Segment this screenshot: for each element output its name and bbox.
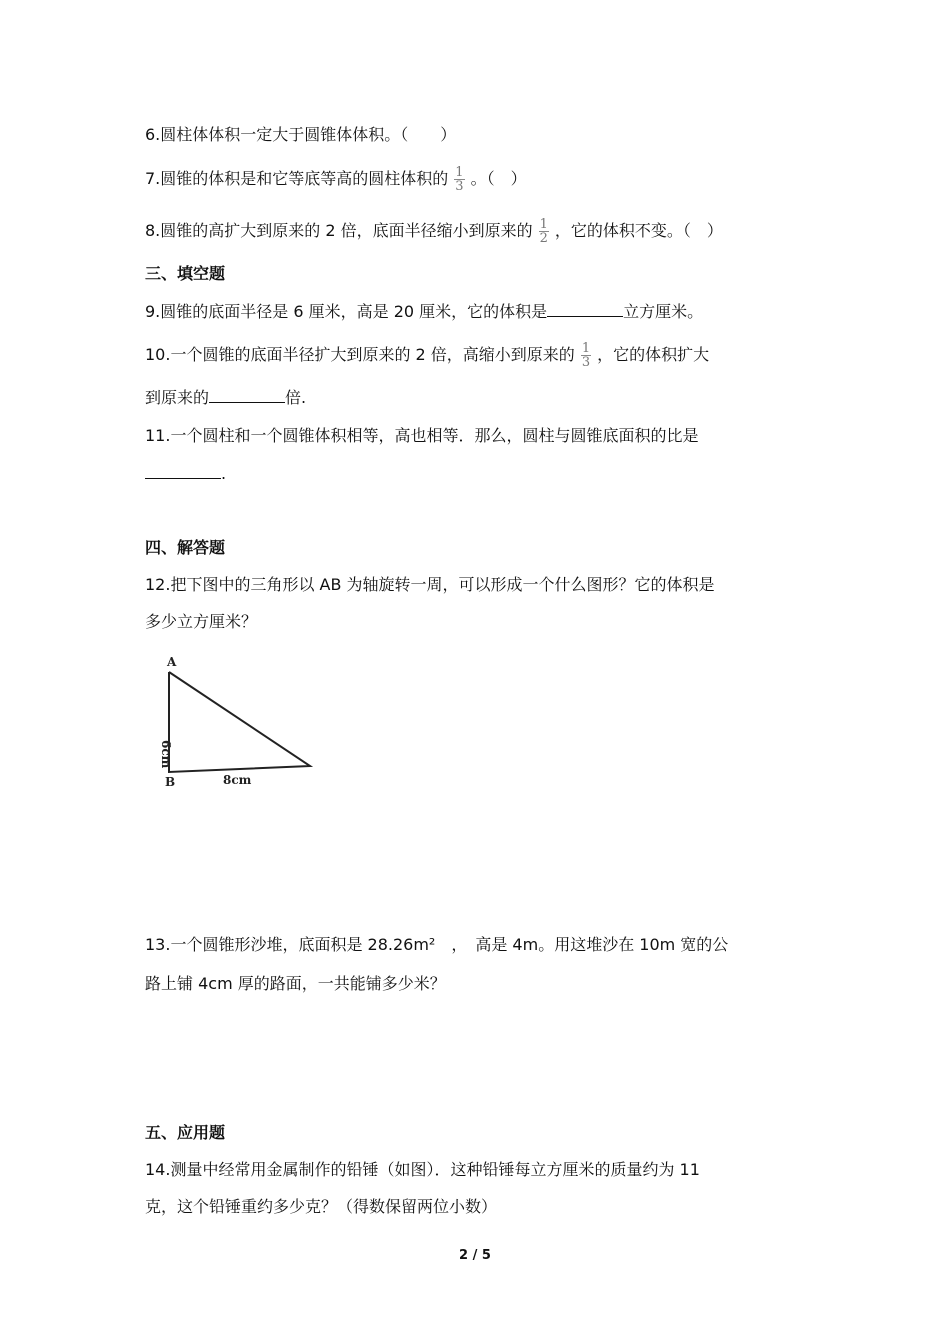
question-12-line2: 多少立方厘米？ xyxy=(145,612,258,631)
question-12: 12.把下图中的三角形以 AB 为轴旋转一周，可以形成一个什么图形？它的体积是 xyxy=(145,575,715,594)
question-13: 13.一个圆锥形沙堆，底面积是 28.26m² ， 高是 4m。用这堆沙在 10m 宽的公 xyxy=(145,935,729,954)
answer-blank xyxy=(209,388,285,403)
question-9: 9.圆锥的底面半径是 6 厘米，高是 20 厘米，它的体积是 立方厘米。 xyxy=(145,302,704,321)
question-8: 8.圆锥的高扩大到原来的 2 倍，底面半径缩小到原来的 $\frac{1}{2}$ ，它的体积不变。（ ） xyxy=(145,217,723,246)
vertex-label-b: B xyxy=(165,775,176,789)
question-11-line2: . xyxy=(145,464,226,483)
page-number: 2 / 5 xyxy=(459,1248,491,1263)
vertex-label-a: A xyxy=(167,655,177,669)
fraction-one-half: $\frac{1}{2}$ xyxy=(539,217,548,246)
triangle-figure xyxy=(145,650,345,799)
question-7: 7.圆锥的体积是和它等底等高的圆柱体积的 $\frac{1}{3}$ 。（ ） xyxy=(145,165,527,194)
question-10-line2: 到原来的 倍. xyxy=(145,388,307,407)
answer-blank xyxy=(145,464,221,479)
question-6: 6.圆柱体体积一定大于圆锥体体积。（ ） xyxy=(145,125,457,144)
answer-blank xyxy=(547,302,623,317)
fraction-one-third: $\frac{1}{3}$ xyxy=(455,165,464,194)
question-10: 10.一个圆锥的底面半径扩大到原来的 2 倍，高缩小到原来的 $\frac{1}{3}$ ，它的体积扩大 xyxy=(145,341,710,370)
section-heading-application: 五、应用题 xyxy=(145,1123,226,1142)
question-14-line2: 克，这个铅锤重约多少克？（得数保留两位小数） xyxy=(145,1197,498,1216)
section-heading-fill-blank: 三、填空题 xyxy=(145,264,226,283)
triangle-shape xyxy=(169,672,310,772)
section-heading-answer: 四、解答题 xyxy=(145,538,226,557)
question-14: 14.测量中经常用金属制作的铅锤（如图）．这种铅锤每立方厘米的质量约为 11 xyxy=(145,1160,700,1179)
side-length-label: 6cm xyxy=(159,740,173,769)
question-11: 11.一个圆柱和一个圆锥体积相等，高也相等．那么，圆柱与圆锥底面积的比是 xyxy=(145,426,699,445)
question-13-line2: 路上铺 4cm 厚的路面，一共能铺多少米？ xyxy=(145,974,446,993)
fraction-one-third: $\frac{1}{3}$ xyxy=(581,341,591,370)
base-length-label: 8cm xyxy=(223,773,252,787)
